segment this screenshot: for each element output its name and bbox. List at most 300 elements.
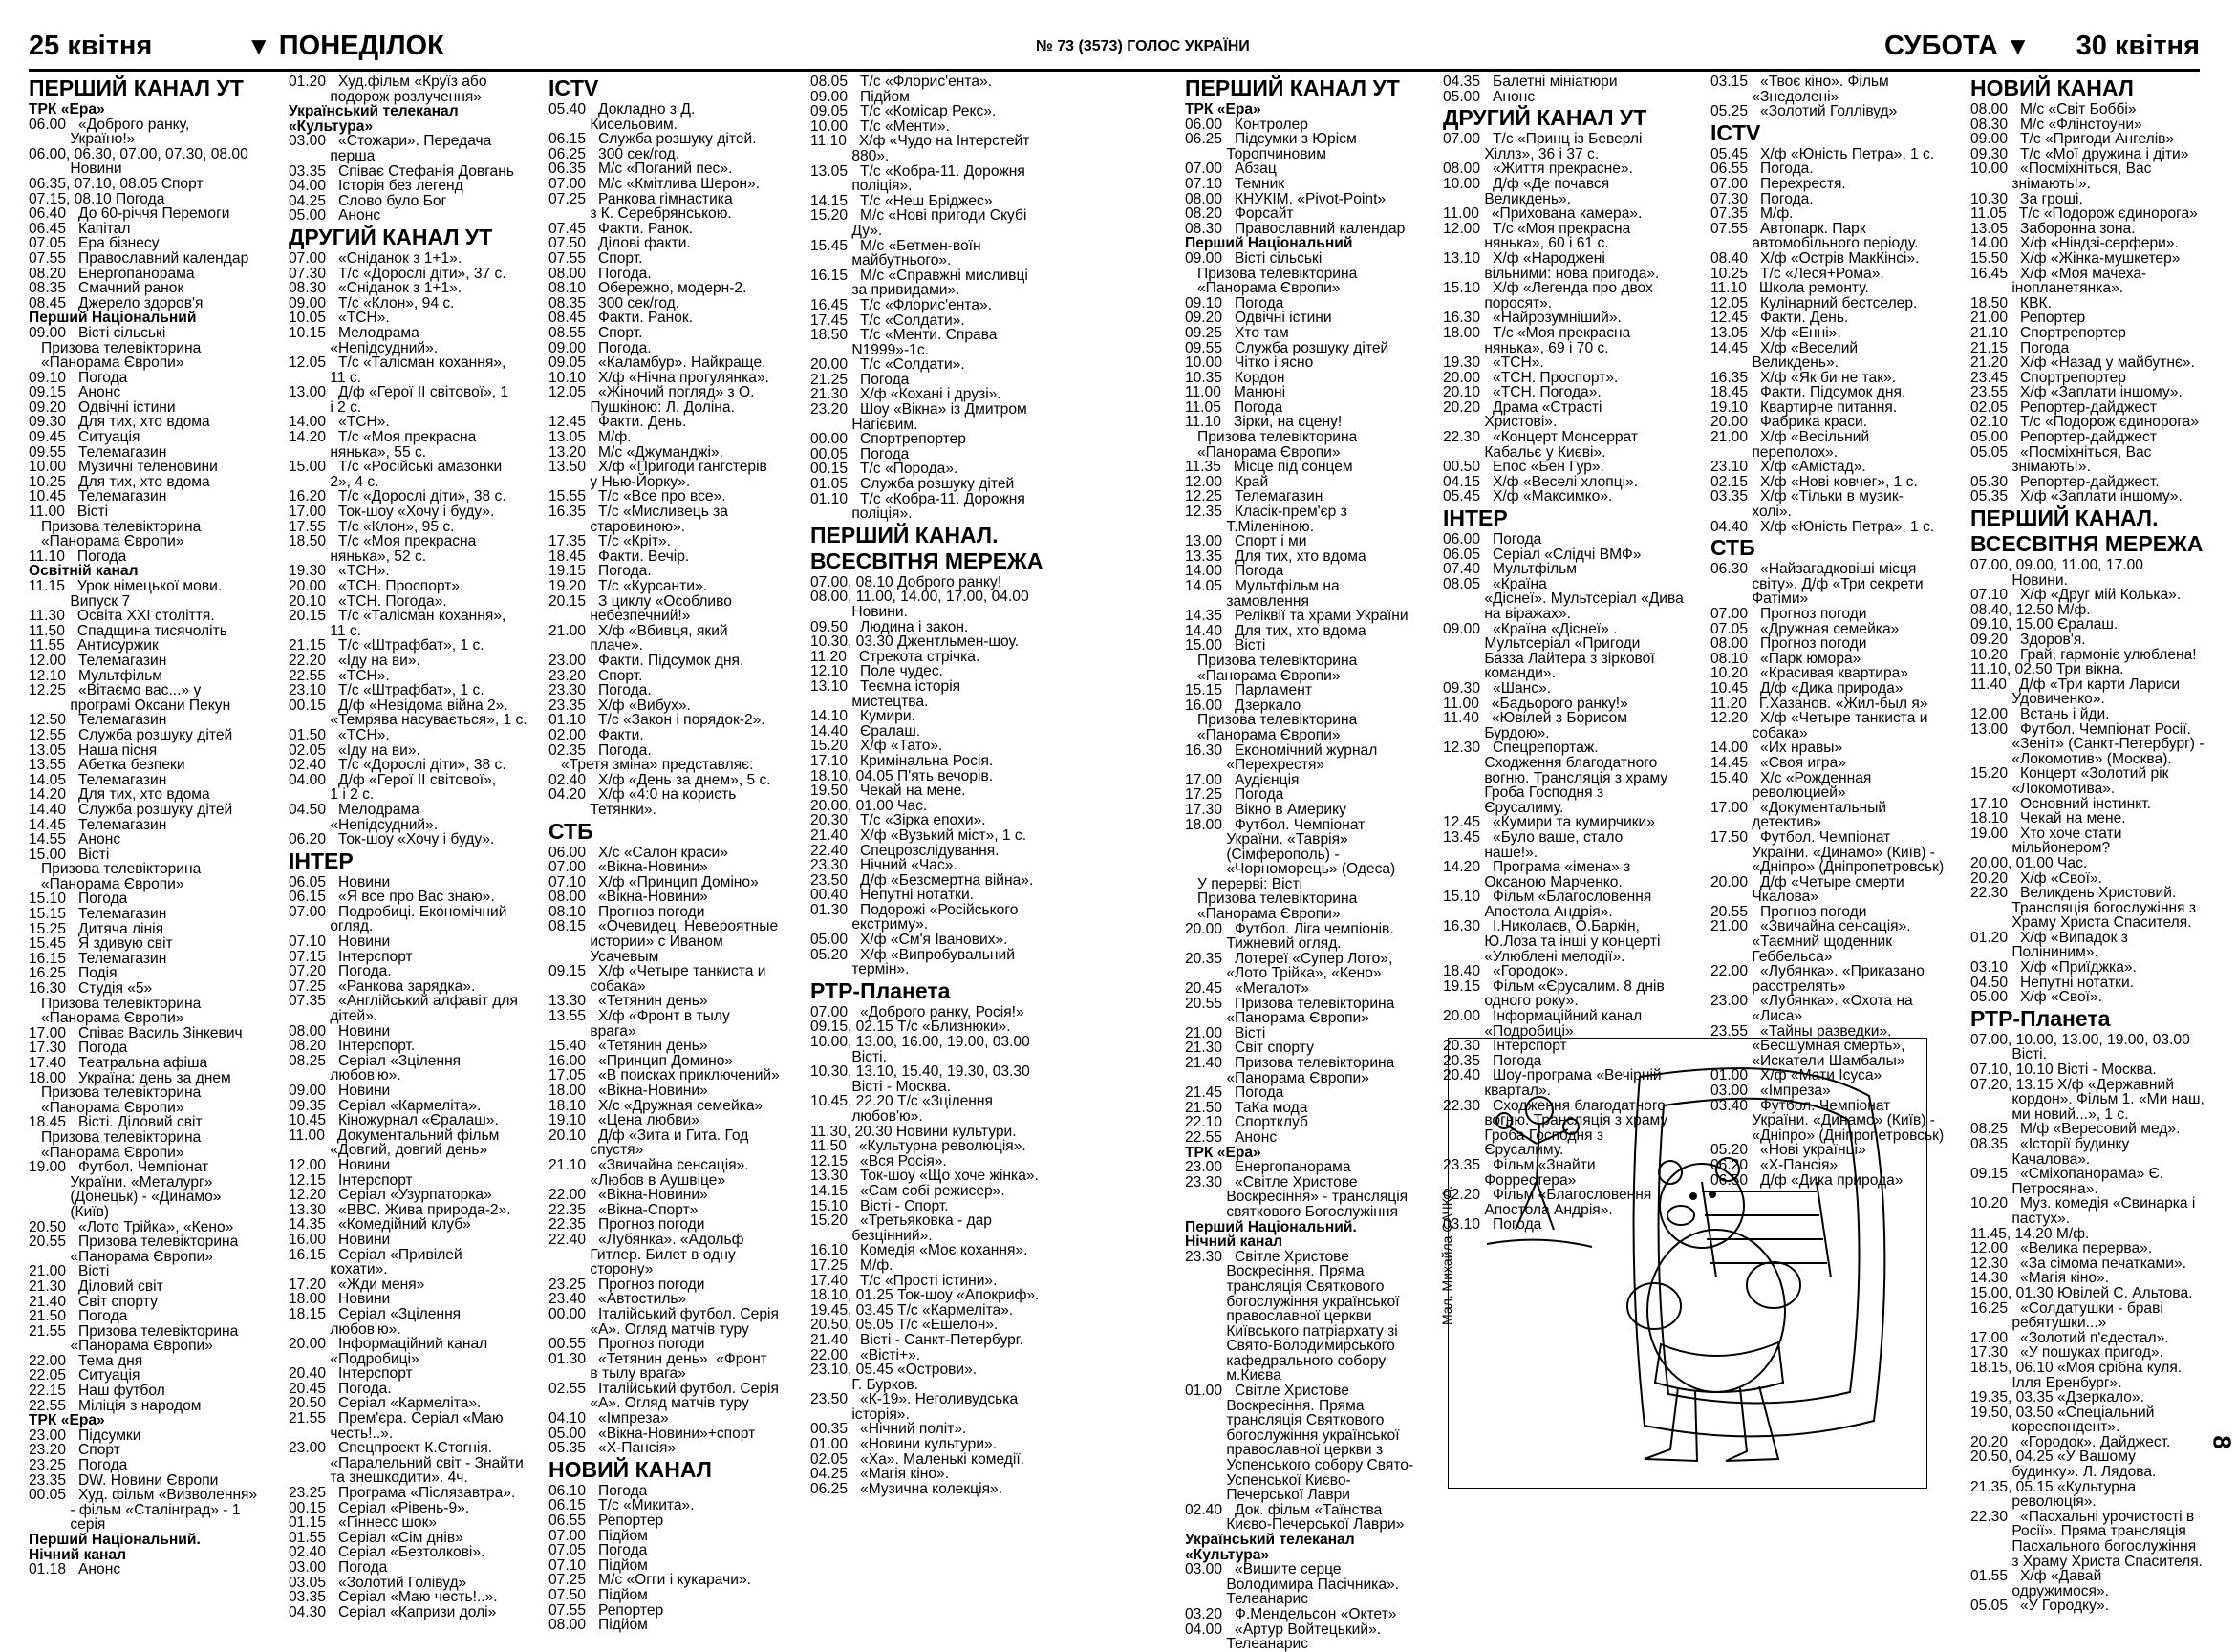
program-line: 21.40 Призова телевікторина <box>1185 1055 1395 1071</box>
program-line: 07.25 «Ранкова зарядка». <box>289 977 476 995</box>
cartoon-illustration <box>1439 1038 1927 1489</box>
program-line: Вісті - Москва. <box>810 1078 952 1095</box>
program-line: 05.00 Анонс <box>289 207 381 225</box>
program-line: 22.55 «ТСН». <box>289 667 390 684</box>
left-date: 25 квітня <box>29 31 153 61</box>
program-line: 02.55 Італійський футбол. Серія <box>548 1380 779 1397</box>
program-line: 05.30 Репортер-дайджест. <box>1970 473 2160 490</box>
program-line: 08.30 Православний календар <box>1185 220 1406 237</box>
program-line: подорож розлучення» <box>289 88 482 105</box>
program-line: 07.20 Погода. <box>289 963 392 980</box>
program-line: 13.00 Спорт і ми <box>1185 533 1307 550</box>
program-line: 16.35 Х/ф «Як би не так». <box>1710 369 1897 386</box>
program-line: 12.30 Спецрепортаж. <box>1443 740 1599 757</box>
program-line: Призова телевікторина <box>29 518 202 535</box>
program-line: майбутнього». <box>810 252 952 269</box>
program-line: 20.40 Інтерспорт <box>289 1365 413 1383</box>
program-line: 05.35 «Х-Пансія» <box>548 1440 677 1457</box>
program-line: 14.40 Єралаш. <box>810 722 921 740</box>
program-line: 18.00 Новини <box>289 1291 391 1308</box>
program-line: 07.40 Мультфільм <box>1443 561 1578 578</box>
program-line: 23.35 Х/ф «Вибух». <box>548 697 691 714</box>
program-line: 08.10 Прогноз погоди <box>548 903 705 920</box>
program-line: 09.25 Хто там <box>1185 324 1289 341</box>
program-line: Форрестера» <box>1443 1171 1577 1189</box>
program-line: «Искатели Шамбалы» <box>1710 1052 1905 1069</box>
program-line: 02.05 «Іду на ви». <box>289 741 420 759</box>
program-line: православної церкви з <box>1185 1442 1384 1459</box>
program-line: Успенського собору Свято- <box>1185 1457 1414 1474</box>
program-line: 03.00 Погода <box>289 1559 388 1576</box>
block-subheading: Освітній канал <box>29 563 139 580</box>
program-line: 01.30 «Тетянин день» «Фронт <box>548 1350 767 1367</box>
program-line: огляд. <box>289 918 374 935</box>
program-line: 07.00 «Вікна-Новини» <box>548 859 708 876</box>
program-line: 11.45, 14.20 М/ф. <box>1970 1225 2090 1242</box>
program-line: Призова телевікторина <box>1185 265 1358 282</box>
program-line: 04.00 «Артур Войтецький». <box>1185 1620 1382 1638</box>
program-line: Випуск 7 <box>29 592 131 610</box>
program-line: собака» <box>1710 724 1808 741</box>
program-line: 11.40 Д/ф «Три карти Лариси <box>1970 676 2181 693</box>
program-line: 15.45 М/с «Бетмен-воїн <box>810 237 981 254</box>
program-line: 07.15 Інтерспорт <box>289 948 413 965</box>
program-line: перша <box>289 147 376 164</box>
program-line: 07.50 Підйом <box>548 1587 648 1603</box>
program-line: 09.30 Т/с «Мої дружина і діти» <box>1970 145 2189 162</box>
program-line: Апостола Андрія». <box>1443 903 1613 920</box>
program-line: кореспондент». <box>1970 1419 2120 1436</box>
program-line: 15.50 Х/ф «Жінка-мушкетер» <box>1970 249 2181 267</box>
program-line: 01.20 Х/ф «Випадок з <box>1970 929 2128 946</box>
program-line: 17.45 Т/с «Солдати». <box>810 311 965 329</box>
block-subheading: Перший Національний <box>29 310 197 327</box>
program-line: Росії». Пряма трансляція <box>1970 1523 2186 1540</box>
channel-heading: РТР-Планета <box>1970 1005 2111 1031</box>
program-line: 10.45 Кіножурнал «Єралаш». <box>289 1112 499 1129</box>
program-line: 06.15 «Я все про Вас знаю». <box>289 889 495 906</box>
program-line: 20.40 Шоу-програма «Вечірній <box>1443 1067 1662 1084</box>
program-line: 22.00 «Вікна-Новини» <box>548 1187 708 1204</box>
channel-heading: НОВИЙ КАНАЛ <box>548 1456 712 1482</box>
program-line: 06.35 М/с «Поганий пес». <box>548 161 733 178</box>
program-line: Чкалова» <box>1710 889 1818 906</box>
program-line: Христові». <box>1443 414 1558 431</box>
program-line: 13.00 Д/ф «Герої ІІ світової», 1 <box>289 384 509 401</box>
program-line: 12.25 Телемагазин <box>1185 488 1323 505</box>
program-line: «А». Огляд матчів туру <box>548 1320 749 1338</box>
program-line: 09.05 Т/с «Комісар Рекс». <box>810 103 997 120</box>
program-line: Воскресіння» - трансляція <box>1185 1189 1409 1206</box>
program-line: 16.25 Подія <box>29 965 118 982</box>
program-line: 13.30 «ВВС. Жива природа-2». <box>289 1201 511 1218</box>
program-line: в тылу врага» <box>548 1365 686 1383</box>
program-line: 06.10 Погода <box>548 1482 648 1499</box>
program-line: 21.25 Погода <box>810 371 910 388</box>
schedule-column <box>1970 75 2209 1615</box>
program-line: 02.40 Серіал «Безтолкові». <box>289 1544 485 1561</box>
program-line: Петросяна». <box>1970 1180 2098 1197</box>
program-line: 11.40 «Ювілей з Борисом <box>1443 710 1627 727</box>
program-line: нянька», 60 і 61 с. <box>1443 235 1609 252</box>
program-line: 22.30 «Пасхальні урочистості в <box>1970 1508 2195 1525</box>
program-line: 19.00 Футбол. Чемпіонат <box>29 1159 209 1176</box>
channel-heading: ВСЕСВІТНЯ МЕРЕЖА <box>810 547 1043 573</box>
program-line: Призова телевікторина <box>1185 712 1358 729</box>
program-line: 10.45, 22.20 Т/с «Зцілення <box>810 1093 993 1110</box>
program-line: 03.40 Футбол. Чемпіонат <box>1710 1097 1891 1114</box>
program-line: 03.10 Погода <box>1443 1216 1542 1234</box>
program-line: Призова телевікторина <box>29 339 202 356</box>
program-line: 23.20 Спорт <box>29 1442 120 1459</box>
program-line: «Темрява насувається», 1 с. <box>289 712 527 729</box>
program-line: 07.10 Х/ф «Принцип Доміно» <box>548 873 759 890</box>
program-line: Качалова». <box>1970 1150 2091 1168</box>
program-line: «Непідсудний». <box>289 816 439 833</box>
program-line: 19.00 Хто хоче стати <box>1970 825 2122 842</box>
down-triangle-icon: ▼ <box>2005 32 2031 60</box>
program-line: 14.00 Х/ф «Ніндзі-серфери». <box>1970 235 2179 252</box>
program-line: 22.00 Тема дня <box>29 1352 143 1369</box>
program-line: 09.20 Одвічні істини <box>1185 310 1332 327</box>
program-line: 12.20 Х/ф «Четыре танкиста и <box>1710 710 1928 727</box>
program-line: ми новий...», 1 с. <box>1970 1105 2129 1123</box>
program-line: 14.15 Т/с «Неш Бріджес» <box>810 192 993 209</box>
program-line: 21.00 Х/ф «Вбивця, який <box>548 622 728 639</box>
program-line: 09.00 Вісті сільські <box>29 324 166 341</box>
program-line: 13.05 Заборонна зона. <box>1970 220 2136 237</box>
program-line: 12.05 «Жіночий погляд» з О. <box>548 384 755 401</box>
program-line: 19.15 Погода. <box>548 563 652 580</box>
program-line: Хіллз», 36 і 37 с. <box>1443 145 1600 162</box>
block-subheading: Український телеканал <box>1185 1532 1355 1548</box>
program-line: 11.10 Погода <box>29 547 127 565</box>
program-line: 07.00, 10.00, 13.00, 19.00, 03.00 <box>1970 1031 2190 1048</box>
program-line: 09.10, 15.00 Єралаш. <box>1970 616 2119 633</box>
program-line: 02.35 Погода. <box>548 741 652 759</box>
program-line: 06.35, 07.10, 08.05 Спорт <box>29 175 204 192</box>
program-line: 03.00 «Імпреза» <box>1710 1083 1831 1099</box>
program-line: 15.10 Вісті - Спорт. <box>810 1197 949 1214</box>
program-line: Києво-Печерської Лаври» <box>1185 1516 1405 1534</box>
program-line: революція». <box>1970 1493 2097 1511</box>
program-line: 17.00 Співає Василь Зінкевич <box>29 1024 243 1041</box>
program-line: 09.10 Погода <box>29 369 128 386</box>
program-line: 21.10 «Звичайна сенсація». <box>548 1156 749 1173</box>
program-line: «Панорама Європи» <box>1185 1069 1369 1086</box>
program-line: 20.30 Т/с «Зірка епохи». <box>810 812 986 829</box>
block-subheading: Перший Національний. <box>29 1532 201 1548</box>
program-line: 09.15 «Сміхопанорама» Є. <box>1970 1166 2164 1183</box>
program-line: серія <box>29 1516 106 1534</box>
program-line: 13.55 Х/ф «Фронт в тылу <box>548 1008 730 1025</box>
program-line: 11.00 «Бадьорого ранку!» <box>1443 695 1628 712</box>
program-line: 20.00, 01.00 Час. <box>810 797 928 814</box>
program-line: кохати». <box>289 1261 388 1278</box>
illustration-caption: Мал. Михайла САЧКА. <box>1439 1185 1454 1325</box>
program-line: 11.10 Зірки, на сцену! <box>1185 414 1343 431</box>
program-line: 15.15 Парламент <box>1185 682 1312 699</box>
program-line: 19.30 «ТСН». <box>1443 354 1544 372</box>
program-line: Геббельса» <box>1710 948 1833 965</box>
program-line: 13.30 «Тетянин день» <box>548 993 708 1010</box>
program-line: 01.20 Худ.фільм «Круїз або <box>289 74 487 90</box>
program-line: 07.05 Погода <box>548 1542 648 1559</box>
program-line: 15.25 Дитяча лінія <box>29 920 164 937</box>
program-line: - фільм «Сталінград» - 1 <box>29 1501 241 1518</box>
program-line: поліція». <box>810 178 913 195</box>
program-line: 03.05 «Золотий Голівуд» <box>289 1574 467 1591</box>
program-line: інопланетянка». <box>1970 280 2124 297</box>
program-line: 07.25 Ранкова гімнастика <box>548 190 733 207</box>
program-line: 08.25 Серіал «Зцілення <box>289 1052 462 1069</box>
program-line: 15.00 Вісті <box>1185 637 1266 654</box>
program-line: Поліниним». <box>1970 944 2098 961</box>
program-line: 16.00 Дзеркало <box>1185 697 1301 714</box>
program-line: 09.00 Т/с «Пригоди Ангелів» <box>1970 131 2175 148</box>
program-line: Вісті. <box>1970 1046 2047 1063</box>
program-line: за привидами». <box>810 282 960 299</box>
program-line: 23.25 Програма «Післязавтра». <box>289 1485 516 1502</box>
program-line: 12.15 Інтерспорт <box>289 1171 413 1189</box>
program-line: 23.00 «Лубянка». «Охота на <box>1710 993 1913 1010</box>
program-line: 07.10 Новини <box>289 933 391 951</box>
program-line: 21.00 Репортер <box>1970 310 2086 327</box>
program-line: 16.45 Т/с «Флорис'ента». <box>810 296 993 313</box>
block-subheading: Український телеканал <box>289 103 459 120</box>
program-line: 08.35 «Історії будинку <box>1970 1136 2130 1152</box>
block-subheading: ТРК «Ера» <box>29 101 105 118</box>
program-line: 11.35 Місце під сонцем <box>1185 459 1353 476</box>
program-line: 15.15 Телемагазин <box>29 906 167 923</box>
program-line: мистецтва. <box>810 693 929 710</box>
program-line: 12.10 Мультфільм <box>29 667 163 684</box>
program-line: 20.20 Х/ф «Свої». <box>1970 869 2102 887</box>
program-line: 07.55 Репортер <box>548 1601 664 1619</box>
program-line: «Довгий, довгий день» <box>289 1142 488 1159</box>
program-line: м.Києва <box>1185 1367 1281 1384</box>
program-line: 09.00 Новини <box>289 1083 391 1099</box>
program-line: 11.00 Документальний фільм <box>289 1126 500 1144</box>
program-line: пастух». <box>1970 1210 2071 1227</box>
program-line: 09.00 Підйом <box>810 88 910 105</box>
program-line: 06.05 Серіал «Слідчі ВМФ» <box>1443 546 1642 563</box>
program-line: нянька», 52 с. <box>289 547 427 565</box>
program-line: 20.00 «ТСН. Проспорт». <box>289 578 464 594</box>
program-line: з К. Серебрянською. <box>548 205 732 223</box>
program-line: 07.30 Погода. <box>1710 190 1814 207</box>
program-line: 08.00 «Життя прекрасне». <box>1443 161 1633 178</box>
program-line: 00.00 Італійський футбол. Серія <box>548 1305 779 1322</box>
program-line: нянька», 69 і 70 с. <box>1443 339 1609 356</box>
program-line: 07.55 Спорт. <box>548 249 643 267</box>
program-line: у Нью-Йорку». <box>548 473 691 490</box>
program-line: Ю.Лоза та інші у концерті <box>1443 933 1661 951</box>
program-line: 09.20 Здоров'я. <box>1970 632 2086 648</box>
right-date: 30 квітня <box>2076 31 2200 61</box>
program-line: 23.55 «Тайны разведки». <box>1710 1022 1892 1040</box>
program-line: 17.40 Т/с «Прості істини». <box>810 1272 998 1289</box>
program-line: 05.20 Х/ф «Випробувальний <box>810 946 1015 963</box>
program-line: «Лото Трійка», «Кено» <box>1185 965 1382 982</box>
program-line: 22.35 «Вікна-Спорт» <box>548 1201 699 1218</box>
program-line: революцией» <box>1710 784 1846 802</box>
program-line: України. «Динамо» (Київ) - <box>1710 844 1935 861</box>
program-line: 18.45 Вісті. Діловий світ <box>29 1114 203 1131</box>
program-line: 17.00 «Золотий п'єдестал». <box>1970 1329 2169 1346</box>
channel-heading: ВСЕСВІТНЯ МЕРЕЖА <box>1970 531 2204 557</box>
program-line: 15.20 «Третьяковка - дар <box>810 1212 992 1230</box>
channel-heading: ПЕРШИЙ КАНАЛ УТ <box>1185 75 1400 100</box>
program-line: 15.40 Х/с «Рожденная <box>1710 769 1872 786</box>
program-line: «Панорама Європи» <box>1185 280 1341 297</box>
program-line: 20.20 Драма «Страсті <box>1443 398 1602 416</box>
program-line: «Панорама Європи» <box>29 354 184 372</box>
program-line: 23.35 Фільм «Знайти <box>1443 1156 1596 1173</box>
program-line: Торопчиновим <box>1185 145 1326 162</box>
program-line: (Донецьк) - «Динамо» <box>29 1189 222 1206</box>
program-line: 00.05 Худ. фільм «Визволення» <box>29 1487 258 1504</box>
program-line: 18.45 Факти. Підсумок дня. <box>1710 384 1906 401</box>
program-line: безцінний». <box>810 1227 933 1244</box>
program-line: 17.25 М/ф. <box>810 1256 893 1274</box>
program-line: 08.00 «Вікна-Новини» <box>548 889 708 906</box>
program-line: 08.25 М/ф «Вересовий мед». <box>1970 1121 2181 1138</box>
down-triangle-icon: ▼ <box>247 32 271 60</box>
program-line: 17.20 «Жди меня» <box>289 1276 425 1293</box>
program-line: 10.00 «Посміхніться, Вас <box>1970 161 2152 178</box>
program-line: 09.15 Х/ф «Четыре танкиста и <box>548 963 766 980</box>
program-line: Призова телевікторина <box>29 995 202 1012</box>
program-line: 06.00 «Доброго ранку, <box>29 116 190 133</box>
program-line: 06.15 Служба розшуку дітей. <box>548 131 757 148</box>
program-line: 06.50 Д/ф «Дика природа» <box>1710 1171 1904 1189</box>
program-line: 23.30 Погода. <box>548 682 652 699</box>
program-line: 15.20 Концерт «Золотий рік <box>1970 765 2169 783</box>
program-line: Нагієвим. <box>810 416 918 433</box>
program-line: Свято-Володимирського <box>1185 1338 1395 1355</box>
program-line: святкового Богослужіння <box>1185 1203 1398 1220</box>
program-line: 05.00 Х/ф «См'я Іванових». <box>810 932 1008 949</box>
program-line: 19.30 «ТСН». <box>289 563 390 580</box>
channel-heading: ІНТЕР <box>1443 505 1508 531</box>
program-line: 01.00 «Новини культури». <box>810 1436 998 1453</box>
program-line: «Чорноморець» (Одеса) <box>1185 861 1396 878</box>
program-line: 07.00 «Сніданок з 1+1». <box>289 249 462 267</box>
program-line: 16.10 Комедія «Моє кохання». <box>810 1242 1028 1259</box>
program-line: кафедрального собору <box>1185 1352 1387 1369</box>
program-line: 22.20 «Іду на ви». <box>289 652 420 669</box>
program-line: кордон». Фільм 1. «Ми наш, <box>1970 1091 2205 1108</box>
program-line: 17.10 Кримінальна Росія. <box>810 752 994 769</box>
program-line: 01.55 Серіал «Сім днів» <box>289 1529 463 1546</box>
program-line: 12.00 Телемагазин <box>29 652 167 669</box>
program-line: 23.10 Т/с «Штрафбат», 1 с. <box>289 682 484 699</box>
program-line: 03.35 Серіал «Маю честь!..». <box>289 1589 498 1606</box>
right-day-heading <box>1884 31 2031 62</box>
program-line: 09.55 Служба розшуку дітей <box>1185 339 1389 356</box>
program-line: 21.40 Світ спорту <box>29 1293 158 1310</box>
program-line: поросят». <box>1443 294 1553 311</box>
program-line: 22.10 Спортклуб <box>1185 1114 1308 1131</box>
program-line: 08.00 Прогноз погоди <box>1710 635 1867 653</box>
program-line: 05.00 Репортер-дайджест <box>1970 429 2157 446</box>
program-line: 03.35 Співає Стефанія Довгань <box>289 162 514 180</box>
program-line: 07.00 Підйом <box>548 1527 648 1544</box>
program-line: 21.15 Т/с «Штрафбат», 1 с. <box>289 637 484 654</box>
program-line: 11.30 Освіта XXI століття. <box>29 608 215 625</box>
program-line: 02.40 Т/с «Дорослі діти», 38 с. <box>289 757 506 774</box>
program-line: 23.00 Факти. Підсумок дня. <box>548 652 744 669</box>
program-line: 06.00 Погода <box>1443 531 1542 548</box>
program-line: 16.20 Т/с «Дорослі діти», 38 с. <box>289 488 506 505</box>
program-line: Телеанарис <box>1185 1636 1309 1652</box>
channel-heading: ІНТЕР <box>289 847 354 873</box>
program-line: 06.05 Новини <box>289 873 391 890</box>
program-line: 04.20 Х/ф «4:0 на користь <box>548 786 737 804</box>
program-line: «Панорама Європи» <box>29 1099 184 1116</box>
program-line: 15.55 Т/с «Все про все». <box>548 488 726 505</box>
program-line: 15.20 М/с «Нові пригоди Скубі <box>810 207 1027 225</box>
program-line: 06.55 Репортер <box>548 1513 664 1530</box>
program-line: 02.05 Репортер-дайджест <box>1970 398 2157 416</box>
program-line: «Панорама Європи» <box>1185 667 1341 684</box>
program-line: 14.10 Кумири. <box>810 708 915 725</box>
program-line: Гроба Господня з <box>1443 1126 1604 1144</box>
program-line: собака» <box>548 977 646 995</box>
program-line: 23.00 Спецпроект К.Стогнія. <box>289 1440 493 1457</box>
page-number: 8 <box>2207 1435 2237 1449</box>
program-line: Великдень». <box>1443 190 1572 207</box>
program-line: 14.15 «Сам собі режисер». <box>810 1182 1005 1199</box>
channel-heading: РТР-Планета <box>810 977 951 1003</box>
program-line: истории» с Иваном <box>548 933 723 951</box>
program-line: Апостола Андрія». <box>1443 1201 1613 1218</box>
program-line: 09.30 «Шанс». <box>1443 679 1552 697</box>
program-line: 22.55 Анонс <box>1185 1128 1278 1146</box>
program-line: «Непідсудний». <box>289 339 439 356</box>
program-line: знімають!». <box>1970 459 2091 476</box>
program-line: 21.00 Х/ф «Весільний <box>1710 429 1870 446</box>
program-line: 07.00 Абзац <box>1185 161 1277 178</box>
program-line: 08.45 Факти. Ранок. <box>548 310 694 327</box>
program-line: «А». Огляд матчів туру <box>548 1395 749 1412</box>
program-line: 01.15 «Гіннесс шок» <box>289 1514 438 1532</box>
schedule-column <box>1185 75 1431 1652</box>
program-line: 14.30 «Магія кіно». <box>1970 1270 2110 1287</box>
program-line: Вісті. <box>810 1048 887 1065</box>
program-line: 10.20 Грай, гармоніє улюблена! <box>1970 646 2197 663</box>
program-line: 06.15 Т/с «Микита». <box>548 1497 695 1514</box>
program-line: «Панорама Європи» <box>29 1010 184 1027</box>
program-line: «Подробиці» <box>289 1350 419 1367</box>
program-line: 18.45 Факти. Вечір. <box>548 547 690 565</box>
program-line: 13.05 М/ф. <box>548 429 632 446</box>
program-line: 05.00 Х/ф «Свої». <box>1970 989 2102 1006</box>
program-line: Фатіми» <box>1710 590 1809 608</box>
program-line: 13.55 Абетка безпеки <box>29 757 185 774</box>
channel-heading: ПЕРШИЙ КАНАЛ. <box>810 522 999 547</box>
program-line: України. «Металург» <box>29 1173 213 1191</box>
program-line: Володимира Пасічника». <box>1185 1576 1400 1593</box>
program-line: 20.45 Погода. <box>289 1380 392 1397</box>
program-line: 11.10 Х/ф «Чудо на Інтерстейт <box>810 133 1030 150</box>
program-line: 07.00 Подробиці. Економічний <box>289 903 507 920</box>
program-line: 16.30 «Найрозумніший». <box>1443 310 1622 327</box>
program-line: 02.20 Фільм «Благословення <box>1443 1187 1652 1204</box>
program-line: «Зеніт» (Санкт-Петербург) - <box>1970 736 2205 753</box>
program-line: 19.10 «Цена любви» <box>548 1112 699 1129</box>
